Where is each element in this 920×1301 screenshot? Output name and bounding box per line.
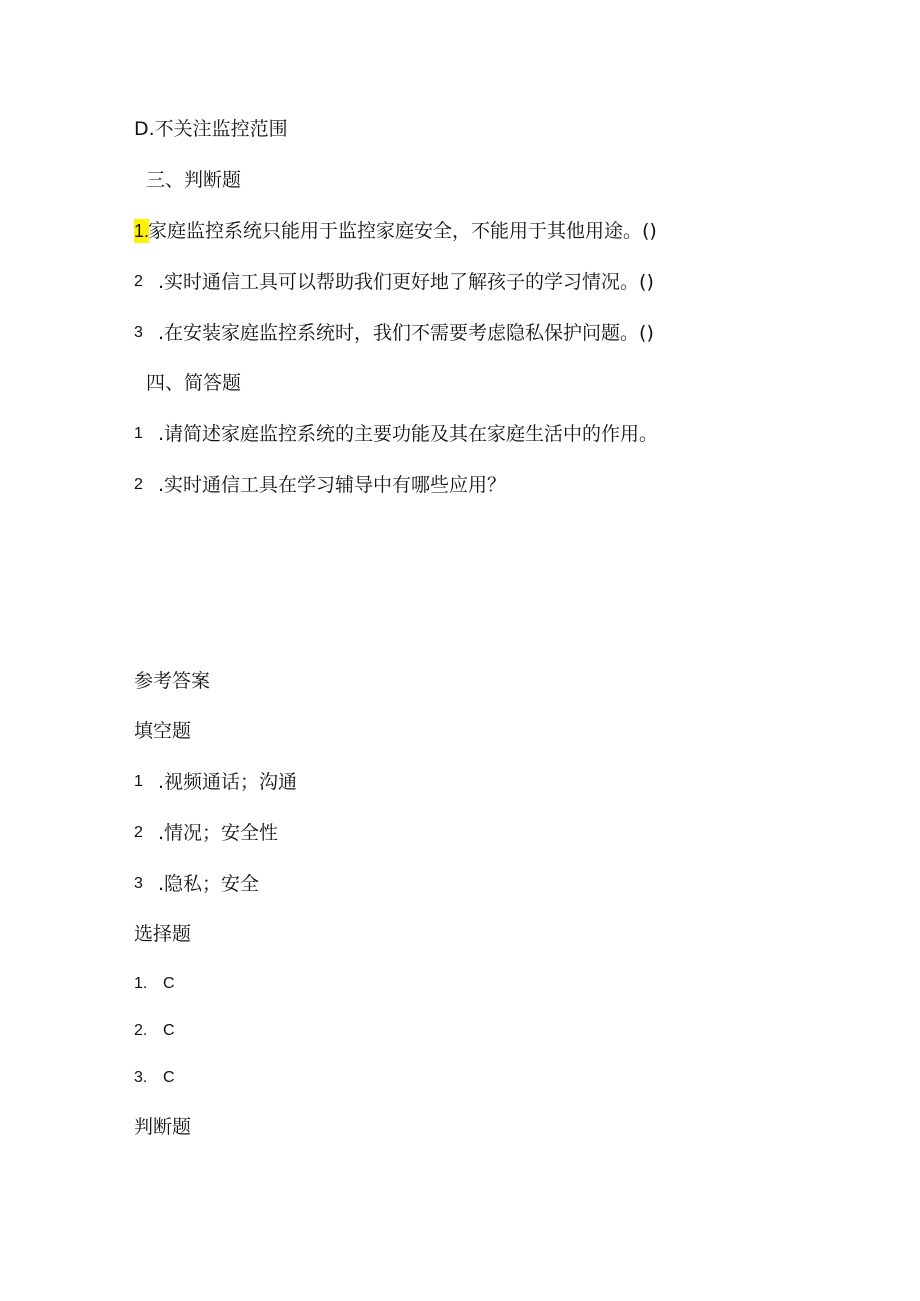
- choice-option-d: D.不关注监控范围: [134, 118, 288, 140]
- judge-item-text: 家庭监控系统只能用于监控家庭安全，不能用于其他用途。(): [148, 220, 657, 242]
- answer-number: 1.: [134, 975, 148, 992]
- answers-fill-heading: 填空题: [134, 720, 192, 742]
- answers-heading: 参考答案: [134, 670, 211, 692]
- judge-item-text: .在安装家庭监控系统时，我们不需要考虑隐私保护问题。(): [158, 322, 654, 344]
- judge-item-text: .实时通信工具可以帮助我们更好地了解孩子的学习情况。(): [158, 271, 654, 293]
- section-heading-short-answer: 四、简答题: [146, 372, 242, 394]
- answer-text: C: [163, 975, 175, 992]
- short-answer-number: 2: [134, 476, 143, 493]
- answer-number: 3: [134, 875, 143, 892]
- answer-number: 2.: [134, 1022, 148, 1039]
- judge-item-number: 1.: [134, 221, 150, 241]
- answers-choice-heading: 选择题: [134, 923, 192, 945]
- answer-text: .情况；安全性: [158, 822, 279, 844]
- answer-text: .隐私；安全: [158, 873, 260, 895]
- judge-item-number: 3: [134, 324, 143, 341]
- answer-number: 2: [134, 824, 143, 841]
- short-answer-text: .实时通信工具在学习辅导中有哪些应用？: [158, 474, 507, 496]
- answer-text: C: [163, 1069, 175, 1086]
- answer-text: C: [163, 1022, 175, 1039]
- judge-item-number: 2: [134, 273, 143, 290]
- short-answer-text: .请简述家庭监控系统的主要功能及其在家庭生活中的作用。: [158, 423, 659, 445]
- section-heading-judge: 三、判断题: [146, 169, 242, 191]
- answer-text: .视频通话；沟通: [158, 771, 298, 793]
- short-answer-number: 1: [134, 425, 143, 442]
- answer-number: 3.: [134, 1069, 148, 1086]
- answers-judge-heading: 判断题: [134, 1116, 192, 1138]
- answer-number: 1: [134, 773, 143, 790]
